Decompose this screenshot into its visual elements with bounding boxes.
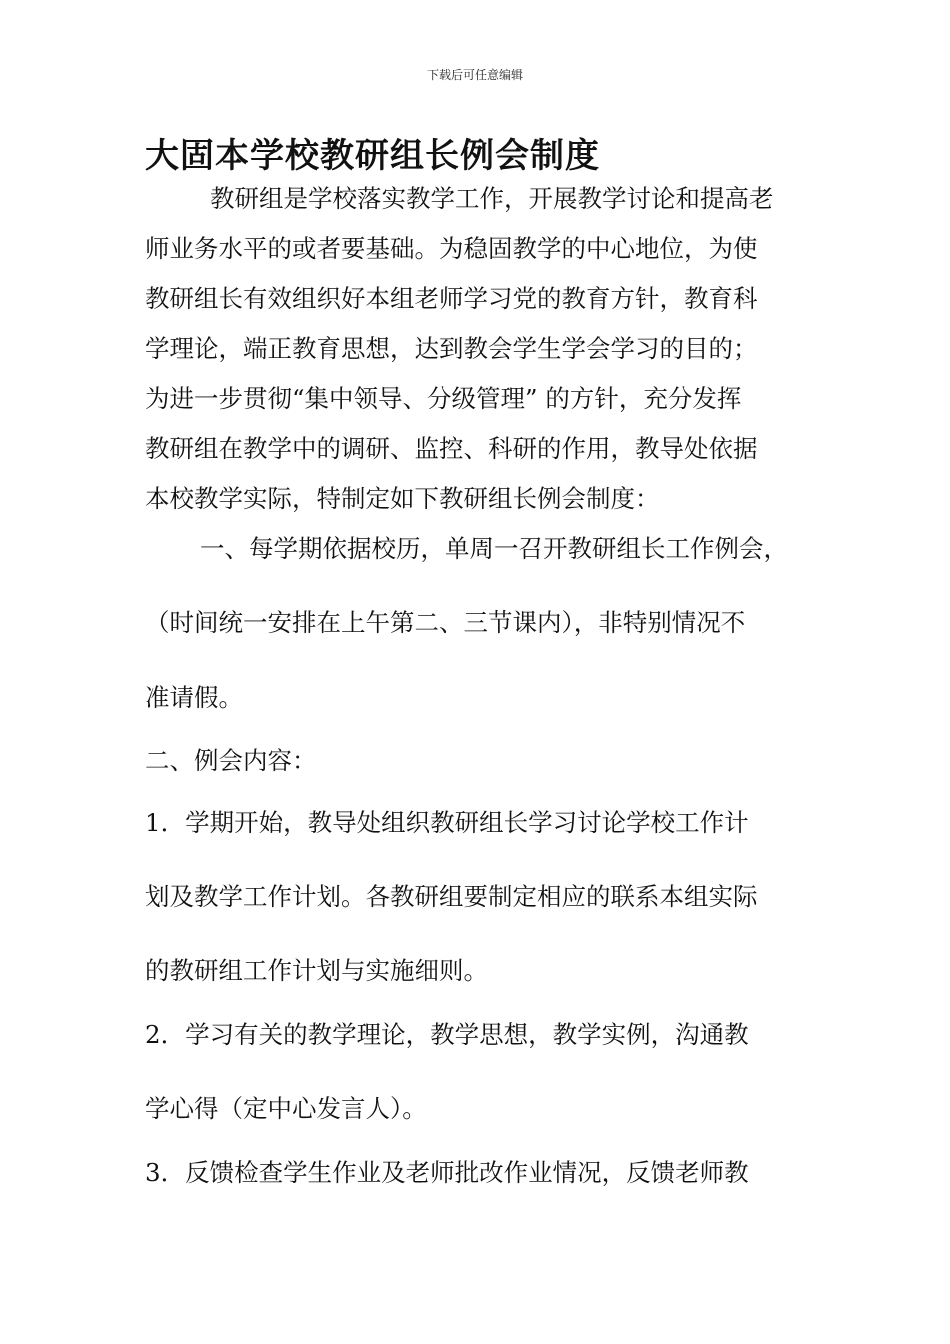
paragraph-line: 教研组在教学中的调研、监控、科研的作用，教导处依据 (145, 434, 758, 463)
item-one-line: 1．学期开始，教导处组织教研组长学习讨论学校工作计 (145, 808, 749, 837)
item-one-line: 的教研组工作计划与实施细则。 (145, 956, 488, 985)
item-one-line: 划及教学工作计划。各教研组要制定相应的联系本组实际 (145, 882, 758, 911)
section-one-line: 一、每学期依据校历，单周一召开教研组长工作例会， (200, 534, 788, 563)
paragraph-line: 教研组长有效组织好本组老师学习党的教育方针，教育科 (145, 284, 758, 313)
item-three-line: 3．反馈检查学生作业及老师批改作业情况，反馈老师教 (145, 1158, 749, 1187)
item-two-line: 学心得（定中心发言人）。 (145, 1094, 427, 1123)
item-two-line: 2．学习有关的教学理论，教学思想，教学实例，沟通教 (145, 1020, 749, 1049)
paragraph-line: 师业务水平的或者要基础。为稳固教学的中心地位，为使 (145, 234, 758, 263)
section-two-heading: 二、例会内容： (145, 746, 317, 775)
paragraph-line: 学理论，端正教育思想，达到教会学生学会学习的目的； (145, 334, 758, 363)
section-one-line: 准请假。 (145, 683, 243, 712)
paragraph-line: 本校教学实际，特制定如下教研组长例会制度： (145, 484, 660, 513)
paragraph-line: 为进一步贯彻“集中领导、分级管理” 的方针，充分发挥 (145, 384, 742, 413)
section-one-line: （时间统一安排在上午第二、三节课内），非特别情况不 (145, 608, 746, 637)
header-note: 下载后可任意编辑 (426, 68, 523, 82)
document-title: 大固本学校教研组长例会制度 (145, 136, 600, 176)
paragraph-line: 教研组是学校落实教学工作，开展教学讨论和提高老 (210, 184, 774, 213)
